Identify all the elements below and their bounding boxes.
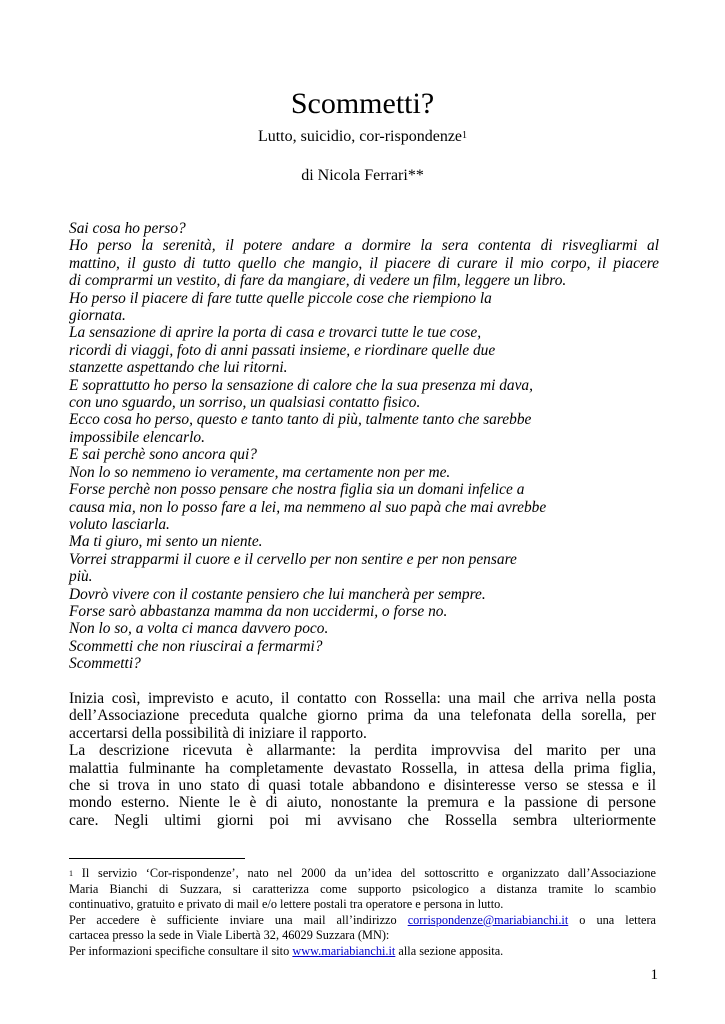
paragraph-2-line: malattia fulminante ha completamente devastato Rossella, in attesa della prima figlia, — [69, 759, 656, 777]
poem-line: Scommetti? — [69, 655, 141, 673]
poem-line: con uno sguardo, un sorriso, un qualsiasi contatto fisico. — [69, 394, 421, 412]
body-text — [69, 690, 656, 829]
poem-line: Ma ti giuro, mi sento un niente. — [69, 533, 263, 551]
poem-line: Sai cosa ho perso? — [69, 220, 186, 237]
poem-line: Forse perchè non posso pensare che nostra figlia sia un domani infelice a — [69, 481, 525, 499]
footnote-line — [69, 866, 656, 882]
footnote-text: Il servizio ‘Cor-rispondenze’, nato nel 2000 da un’idea del sottoscritto e organizzato dall’Associazione — [81, 866, 656, 880]
poem-line: ricordi di viaggi, foto di anni passati insieme, e riordinare quelle due — [69, 341, 496, 359]
footnote-text: alla sezione apposita. — [395, 943, 504, 958]
poem-line: Dovrò vivere con il costante pensiero che lui mancherà per sempre. — [69, 585, 486, 603]
footnote-text: Per accedere è sufficiente inviare una mail all’indirizzo — [69, 912, 408, 927]
poem-line: Forse sarò abbastanza mamma da non uccidermi, o forse no. — [69, 602, 448, 620]
footnote-block — [69, 866, 656, 960]
poem-line: Ecco cosa ho perso, questo e tanto tanto di più, talmente tanto che sarebbe — [69, 411, 532, 429]
author-line: di Nicola Ferrari** — [301, 167, 424, 184]
poem-line: Ho perso la serenità, il potere andare a dormire la sera contenta di risvegliarmi al — [69, 237, 659, 255]
poem-line: di comprarmi un vestito, di fare da mangiare, di vedere un film, leggere un libro. — [69, 272, 567, 290]
paragraph-2-line: mondo esterno. Niente le è di aiuto, nonostante la premura e la passione di persone — [69, 794, 656, 812]
paragraph-1-line: accertarsi della possibilità di iniziare il rapporto. — [69, 724, 367, 742]
page-number: 1 — [650, 967, 658, 983]
page-subtitle — [0, 127, 725, 147]
footnote-line: Maria Bianchi di Suzzara, si caratterizza come supporto psicologico a distanza tramite lo scambio — [69, 881, 656, 896]
poem-line: causa mia, non lo posso fare a lei, ma nemmeno al suo papà che mai avrebbe — [69, 498, 547, 516]
poem-line: E sai perchè sono ancora qui? — [69, 446, 257, 464]
poem-line: giornata. — [69, 307, 126, 325]
paragraph-1-line: Inizia così, imprevisto e acuto, il contatto con Rossella: una mail che arriva nella posta — [69, 690, 656, 707]
paragraph-2-line: che si trova in uno stato di quasi totale abbandono e disinteresse verso se stessa e il — [69, 777, 656, 795]
poem-line: mattino, il gusto di tutto quello che mangio, il piacere di curare il mio corpo, il piacere — [69, 254, 659, 272]
poem-line: Non lo so, a volta ci manca davvero poco. — [69, 620, 329, 638]
paragraph-2-line: La descrizione ricevuta è allarmante: la perdita improvvisa del marito per una — [69, 742, 656, 760]
poem-block — [69, 220, 659, 673]
poem-line: La sensazione di aprire la porta di casa e trovarci tutte le tue cose, — [69, 324, 482, 342]
footnote-ref-marker: 1 — [462, 130, 468, 141]
footnote-text: o una lettera — [568, 912, 656, 927]
footnote-separator — [69, 858, 245, 859]
paragraph-2-line: care. Negli ultimi giorni poi mi avvisano che Rossella sembra ulteriormente — [69, 811, 656, 829]
website-link[interactable]: www.mariabianchi.it — [292, 943, 396, 958]
paragraph-1-line: dell’Associazione preceduta qualche giorno prima da una telefonata della sorella, per — [69, 707, 656, 725]
poem-line: più. — [69, 568, 93, 586]
poem-line: Non lo so nemmeno io veramente, ma certamente non per me. — [69, 463, 451, 481]
poem-line: impossibile elencarlo. — [69, 428, 205, 446]
footnote-line: cartacea presso la sede in Viale Libertà 32, 46029 Suzzara (MN): — [69, 928, 390, 943]
poem-line: stanzette aspettando che lui ritorni. — [69, 359, 288, 377]
email-link[interactable]: corrispondenze@mariabianchi.it — [407, 912, 569, 927]
poem-line: Scommetti che non riuscirai a fermarmi? — [69, 637, 323, 655]
poem-line: E soprattutto ho perso la sensazione di calore che la sua presenza mi dava, — [69, 376, 533, 394]
footnote-line — [69, 913, 656, 929]
poem-line: Vorrei strapparmi il cuore e il cervello per non sentire e per non pensare — [69, 550, 517, 568]
footnote-text: Per informazioni specifiche consultare il sito — [69, 943, 293, 958]
page-title: Scommetti? — [290, 87, 435, 120]
poem-line: voluto lasciarla. — [69, 515, 170, 533]
footnote-line — [69, 944, 656, 960]
footnote-marker: 1 — [69, 869, 73, 878]
footnote-line: continuativo, gratuito e privato di mail e/o lettere postali tra operatore e persona in lutto. — [69, 897, 504, 912]
subtitle-text: Lutto, suicidio, cor-rispondenze — [257, 128, 463, 145]
poem-line: Ho perso il piacere di fare tutte quelle piccole cose che riempiono la — [69, 289, 492, 307]
